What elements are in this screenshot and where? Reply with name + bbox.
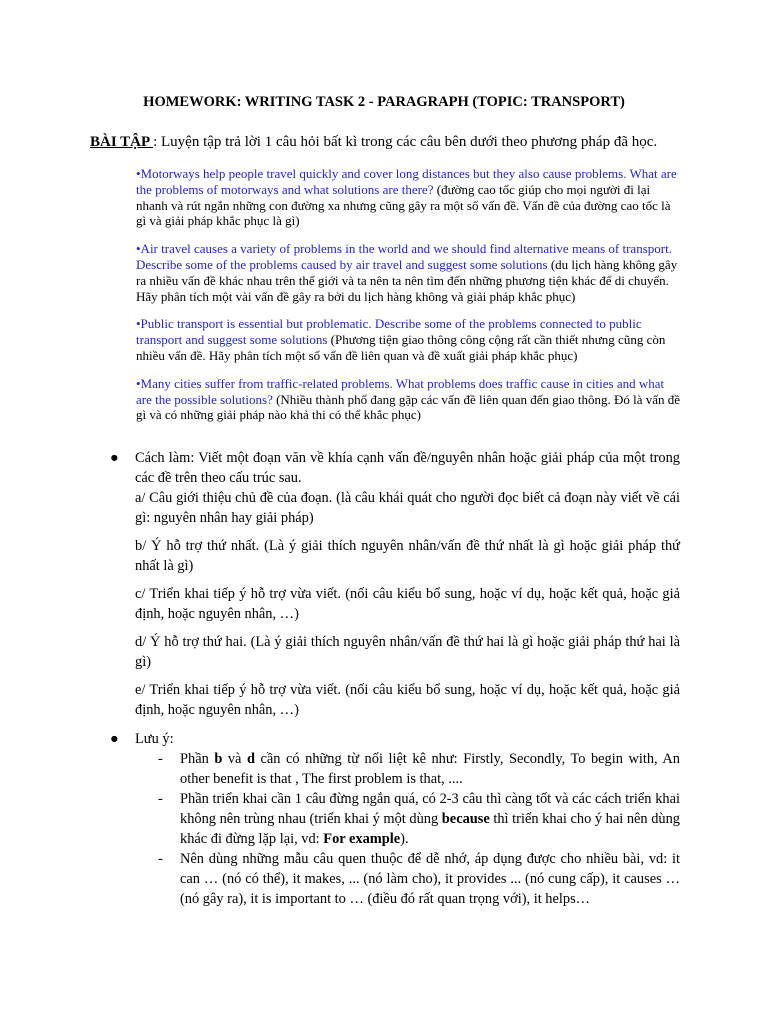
prompt-vietnamese: (đường cao tốc giúp cho mọi người đi lại nhanh và rút ngắn những con đường xa nhưng cũng gây ra một số vấn đề. Vấn đề của đường cao tốc là gì và giải pháp khắc phục là gì) (136, 181, 671, 229)
note-bold: b (214, 751, 223, 767)
task-instruction (90, 134, 720, 151)
method-step: c/ Triển khai tiếp ý hỗ trợ vừa viết. (nối câu kiểu bổ sung, hoặc ví dụ, hoặc kết quả, hoặc giả định, hoặc nguyên nhân, …) (135, 586, 680, 622)
notes-list (135, 749, 680, 909)
note-item (135, 789, 680, 849)
prompt-english: •Many cities suffer from traffic-related problems. What problems does traffic cause in cities and what are the possible solutions? (136, 375, 665, 407)
note-text: Phần triển khai cần 1 câu đừng ngắn quá, có 2-3 câu thì càng tốt và các cách triển khai không nên trùng nhau (triển khai ý một dùng (180, 791, 680, 827)
note-item (135, 749, 680, 789)
dash-marker: - (158, 791, 163, 807)
prompt-vietnamese: (du lịch hàng không gây ra nhiều vấn đề khác nhau trên thế giới và ta nên ta nên tìm đến những phương tiện khác để di chuyển. Hãy phân tích một vài vấn đề gây ra bởi du lịch hàng không và giải pháp khắc phục) (136, 256, 678, 304)
note-text: thì triển khai cho ý hai nên dùng khác đi đừng lặp lại, vd: (180, 811, 680, 847)
prompt-item (136, 166, 681, 229)
note-text: Phần (180, 751, 215, 767)
prompt-english: •Motorways help people travel quickly and cover long distances but they also cause problems. What are the problems of motorways and what solutions are there? (136, 166, 677, 197)
note-bold: For example (323, 831, 401, 847)
prompt-english: •Public transport is essential but problematic. Describe some of the problems connected to public transport and suggest some solutions (136, 316, 642, 348)
note-text: ). (400, 831, 409, 847)
prompt-item (136, 376, 681, 423)
task-text: : Luyện tập trả lời 1 câu hỏi bất kì trong các câu bên dưới theo phương pháp đã học. (153, 134, 658, 150)
note-item (135, 849, 680, 909)
bullet-icon: ● (110, 450, 119, 466)
notes-section (110, 729, 680, 909)
document-title: HOMEWORK: WRITING TASK 2 - PARAGRAPH (TOPIC: TRANSPORT) (143, 94, 625, 110)
prompt-vietnamese: (Phương tiện giao thông công cộng rất cần thiết nhưng cũng còn nhiều vấn đề. Hãy phân tích một số vấn đề liên quan và đề xuất giải pháp khắc phục) (136, 332, 666, 363)
method-section (110, 448, 680, 728)
note-text: Nên dùng những mẫu câu quen thuộc để dễ nhớ, áp dụng được cho nhiều bài, vd: it can … (nó có thể), it makes, ... (nó làm cho), it provides ... (nó cung cấp), it causes … (nó gây ra), it is important to … (điều đó rất quan trọng với), it helps… (180, 851, 680, 907)
method-step: b/ Ý hỗ trợ thứ nhất. (Là ý giải thích nguyên nhân/vấn đề thứ nhất là gì hoặc giải pháp thứ nhất là gì) (135, 538, 680, 574)
method-step: e/ Triển khai tiếp ý hỗ trợ vừa viết. (nối câu kiểu bổ sung, hoặc ví dụ, hoặc kết quả, hoặc giả định, hoặc nguyên nhân, …) (135, 682, 680, 718)
notes-label: Lưu ý: (135, 731, 174, 747)
task-label: BÀI TẬP (90, 134, 154, 150)
note-text: và (222, 751, 247, 767)
dash-marker: - (158, 751, 163, 767)
note-text: cần có những từ nối liệt kê như: Firstly, Secondly, To begin with, An other benefit is that , The first problem is that, .... (180, 751, 680, 787)
dash-marker: - (158, 851, 163, 867)
method-intro: Cách làm: Viết một đoạn văn về khía cạnh vấn đề/nguyên nhân hoặc giải pháp của một trong các đề trên theo cấu trúc sau. (135, 450, 680, 486)
prompt-list (136, 166, 681, 435)
method-step: d/ Ý hỗ trợ thứ hai. (Là ý giải thích nguyên nhân/vấn đề thứ hai là gì hoặc giải pháp thứ hai là gì) (135, 634, 680, 670)
prompt-item (136, 316, 681, 363)
prompt-english: •Air travel causes a variety of problems in the world and we should find alternative means of transport. Describe some of the problems caused by air travel and suggest some solutions (136, 241, 672, 272)
prompt-item (136, 241, 681, 304)
prompt-vietnamese: (Nhiều thành phố đang gặp các vấn đề liên quan đến giao thông. Đó là vấn đề gì và có những giải pháp nào khả thi có thể khắc phục) (136, 391, 681, 423)
method-step: a/ Câu giới thiệu chủ đề của đoạn. (là câu khái quát cho người đọc biết cả đoạn này viết về cái gì: nguyên nhân hay giải pháp) (135, 490, 680, 526)
bullet-icon: ● (110, 731, 119, 747)
note-bold: d (246, 751, 255, 767)
note-bold: because (441, 811, 490, 827)
